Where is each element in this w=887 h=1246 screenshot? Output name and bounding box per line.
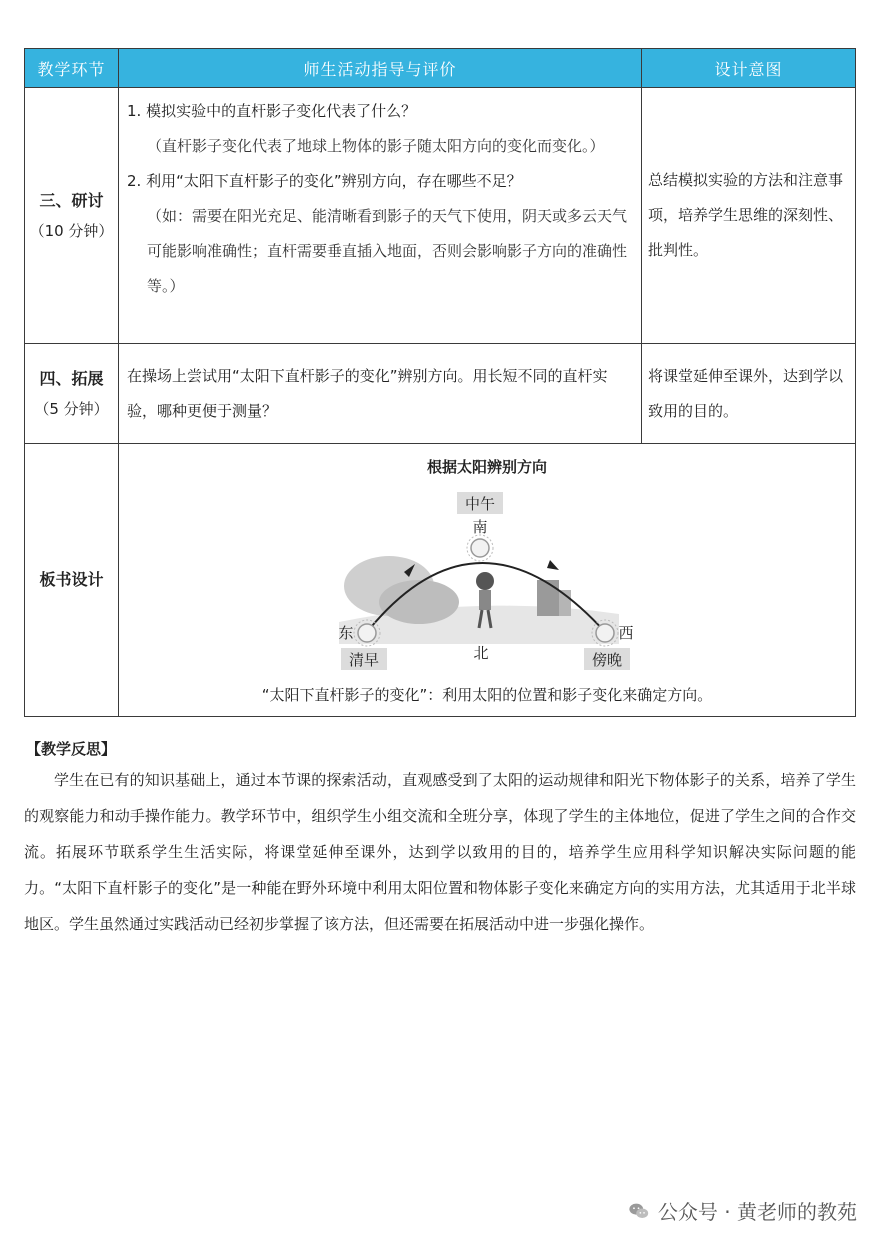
tree-shape [379, 580, 459, 624]
question-1: 1. 模拟实验中的直杆影子变化代表了什么？ [127, 102, 417, 120]
north-label: 北 [473, 644, 489, 662]
table-row-board [25, 444, 856, 717]
question-2: 2. 利用“太阳下直杆影子的变化”辨别方向，存在哪些不足？ [127, 172, 522, 190]
sun-path-illustration [119, 444, 856, 716]
header-intent: 设计意图 [642, 49, 856, 88]
noon-label: 中午 [464, 495, 496, 513]
morning-label: 清早 [348, 651, 380, 669]
child-body [479, 590, 491, 610]
west-label: 西 [618, 624, 634, 642]
answer-2: （如：需要在阳光充足、能清晰看到影子的天气下使用，阴天或多云天气可能影响准确性；直杆需要垂直插入地面，否则会影响影子方向的准确性等。） [147, 207, 628, 295]
footer-watermark [628, 1196, 857, 1225]
header-stage: 教学环节 [25, 49, 119, 88]
south-label: 南 [472, 518, 488, 536]
stage-name: 三、研讨 [39, 190, 104, 210]
table-header-row [25, 49, 856, 88]
intent-cell: 将课堂延伸至课外，达到学以致用的目的。 [642, 344, 856, 444]
stage-cell [25, 88, 119, 344]
stage-name: 板书设计 [39, 570, 104, 589]
table-row-discussion [25, 88, 856, 344]
sun-icon-noon [467, 535, 493, 561]
activity-cell [119, 88, 642, 344]
board-title: 根据太阳辨别方向 [426, 458, 547, 476]
evening-label: 傍晚 [591, 651, 623, 669]
board-caption: “太阳下直杆影子的变化”：利用太阳的位置和影子变化来确定方向。 [261, 686, 713, 704]
lesson-table [24, 48, 856, 717]
table-row-extension [25, 344, 856, 444]
stage-cell [25, 344, 119, 444]
wechat-icon [628, 1200, 650, 1222]
footer-text: 公众号 · 黄老师的教苑 [657, 1200, 857, 1224]
stage-name: 四、拓展 [39, 368, 104, 388]
reflection-title: 【教学反思】 [26, 740, 117, 758]
reflection-body: 学生在已有的知识基础上，通过本节课的探索活动，直观感受到了太阳的运动规律和阳光下物体影子的关系，培养了学生的观察能力和动手操作能力。教学环节中，组织学生小组交流和全班分享，体现了学生的主体地位，促进了学生之间的合作交流。拓展环节联系学生生活实际，将课堂延伸至课外，达到学以致用的目的，培养学生应用科学知识解决实际问题的能力。“太阳下直杆影子的变化”是一种能在野外环境中利用太阳位置和物体影子变化来确定方向的实用方法，尤其适用于北半球地区。学生虽然通过实践活动已经初步掌握了该方法，但还需要在拓展活动中进一步强化操作。 [24, 771, 856, 933]
answer-1: （直杆影子变化代表了地球上物体的影子随太阳方向的变化而变化。） [147, 137, 605, 155]
activity-cell: 在操场上尝试用“太阳下直杆影子的变化”辨别方向。用长短不同的直杆实验，哪种更便于测量？ [119, 344, 642, 444]
east-label: 东 [338, 624, 354, 642]
arrow-icon [547, 560, 559, 570]
stage-duration: （10 分钟） [29, 221, 114, 240]
child-head [476, 572, 494, 590]
intent-cell: 总结模拟实验的方法和注意事项，培养学生思维的深刻性、批判性。 [642, 88, 856, 344]
building-shape [537, 580, 559, 616]
stage-duration: （5 分钟） [34, 399, 109, 418]
header-activity: 师生活动指导与评价 [119, 49, 642, 88]
stage-cell [25, 444, 119, 717]
board-design-cell [119, 444, 856, 717]
